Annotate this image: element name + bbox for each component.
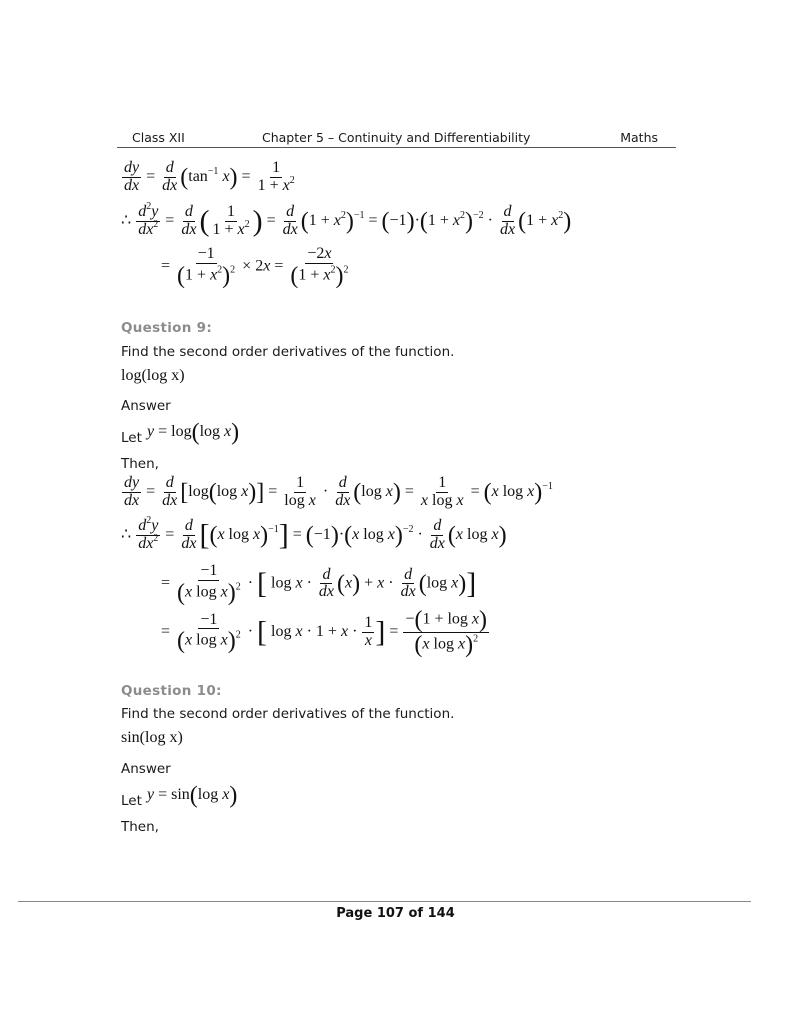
question-9-let xyxy=(121,420,239,444)
question-9-then: Then, xyxy=(121,456,159,472)
question-9-prompt: Find the second order derivatives of the function. xyxy=(121,344,455,360)
page-number: Page 107 of 144 xyxy=(336,906,455,921)
page-header xyxy=(117,129,676,148)
question-9-answer-label: Answer xyxy=(121,398,171,414)
q8-equation-1: $\frac{dy}{dx}$ = $\frac{d}{dx}$ ($\tan^{-1}$ x) = $\frac{1}{1 + x^2}$ xyxy=(124,159,295,194)
let-label: Let xyxy=(121,792,142,809)
footer-divider xyxy=(18,901,751,902)
header-subject: Maths xyxy=(620,130,658,145)
q9-equation-3: = $\frac{-1}{(x \log x)^2}$ · [ log x · $\frac{d}{dx}$ (x) + x · $\frac{d}{dx}$ (log x)] xyxy=(161,562,477,606)
header-chapter: Chapter 5 – Continuity and Differentiability xyxy=(262,130,531,145)
let-expression: y = log(log x) xyxy=(146,419,240,445)
let-label: Let xyxy=(121,429,142,446)
question-10-title: Question 10: xyxy=(121,683,222,699)
q9-equation-2: ∴ $\frac{d^2y}{dx^2}$ = $\frac{d}{dx}$ [(x log x)$^{-1}$] = (−1)·(x log x)$^{-2}$ · $\frac{d}{dx}$ (x log x) xyxy=(121,515,507,552)
header-class: Class XII xyxy=(132,130,185,145)
let-expression: y = sin(log x) xyxy=(146,782,238,808)
q9-equation-1: $\frac{dy}{dx}$ = $\frac{d}{dx}$ [log(log x)] = $\frac{1}{\text{log x}}$ · $\frac{d}{dx}$ (log x) = $\frac{1}{\text{x log x}}$ = (x log x)$^{-1}$ xyxy=(124,474,553,509)
question-10-function: sin(log x) xyxy=(121,729,183,746)
q8-equation-3: = $\frac{-1}{(1 + x^2)^2}$ × 2x = $\frac{-2x}{(1 + x^2)^2}$ xyxy=(161,245,349,289)
question-10-then: Then, xyxy=(121,819,159,835)
q8-equation-2: ∴ $\frac{d^2y}{dx^2}$ = $\frac{d}{dx}$ ( $\frac{1}{1 + x^2}$ ) = $\frac{d}{dx}$ $(1 + x^2)^{-1} = (-1)\cdot(1 + x^2)^{-2}$ · $\frac{d}{dx}$ $(1 + x^2)$ xyxy=(121,201,572,238)
question-10-answer-label: Answer xyxy=(121,761,171,777)
question-9-title: Question 9: xyxy=(121,320,213,336)
question-10-prompt: Find the second order derivatives of the function. xyxy=(121,706,455,722)
q9-equation-4: = $\frac{-1}{(x \log x)^2}$ · [ log x · 1 + x · $\frac{1}{x}$ ] = $\frac{\text{−(1 + log x)}}{(x \log x)^2}$ xyxy=(161,607,488,658)
question-9-function: log(log x) xyxy=(121,367,185,384)
question-10-let xyxy=(121,783,237,807)
